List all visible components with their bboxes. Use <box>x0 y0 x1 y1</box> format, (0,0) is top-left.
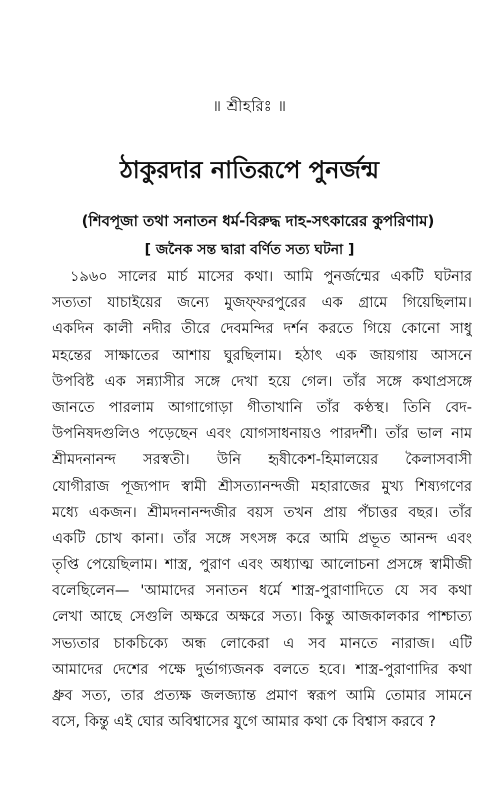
invocation-heading: ॥ শ্রীহরিঃ ॥ <box>212 97 287 115</box>
text-line: যোগীরাজ পূজ্যপাদ স্বামী শ্রীসত্যানন্দজী মহারাজের মুখ্য শিষ্যগণের <box>52 478 472 495</box>
text-line: ধ্রুব সত্য, তার প্রত্যক্ষ জলজ্যান্ত প্রমাণ স্বরূপ আমি তোমার সামনে <box>52 688 472 704</box>
text-line: লেখা আছে সেগুলি অক্ষরে অক্ষরে সত্য। কিন্তু আজকালকার পাশ্চাত্য <box>52 609 472 626</box>
text-line: সভ্যতার চাকচিক্যে অন্ধ লোকেরা এ সব মানতে নারাজ। এটি <box>52 635 472 652</box>
text-line: তৃপ্তি পেয়েছিলাম। শাস্ত্র, পুরাণ এবং অধ্যাত্ম আলোচনা প্রসঙ্গে স্বামীজী <box>52 557 472 574</box>
text-line: বলেছিলেন— 'আমাদের সনাতন ধর্মে শাস্ত্র-পুরাণাদিতে যে সব কথা <box>52 583 472 600</box>
chapter-title: ঠাকুরদার নাতিরূপে পুনর্জন্ম <box>119 156 380 184</box>
text-line: মধ্যে একজন। শ্রীমদনানন্দজীর বয়স তখন প্রায় পঁচাত্তর বছর। তাঁর <box>52 504 472 521</box>
text-line: মহন্তের সাক্ষাতের আশায় ঘুরছিলাম। হঠাৎ এক জায়গায় আসনে <box>52 347 472 364</box>
text-line: উপবিষ্ট এক সন্ন্যাসীর সঙ্গে দেখা হয়ে গেল। তাঁর সঙ্গে কথাপ্রসঙ্গে <box>52 373 472 390</box>
chapter-subtitle: (শিবপূজা তথা সনাতন ধর্ম-বিরুদ্ধ দাহ-সৎকারের কুপরিণাম) <box>81 212 435 230</box>
source-note: [ জনৈক সন্ত দ্বারা বর্ণিত সত্য ঘটনা ] <box>144 242 355 258</box>
text-line: একটি চোখ কানা। তাঁর সঙ্গে সৎসঙ্গ করে আমি প্রভূত আনন্দ এবং <box>52 530 472 547</box>
text-line: বসে, কিন্তু এই ঘোর অবিশ্বাসের যুগে আমার কথা কে বিশ্বাস করবে ? <box>52 714 436 731</box>
text-line: সত্যতা যাচাইয়ের জন্যে মুজফ্‌ফরপুরের এক গ্রামে গিয়েছিলাম। <box>52 295 472 312</box>
body-paragraph <box>52 264 472 735</box>
text-line: একদিন কালী নদীর তীরে দেবমন্দির দর্শন করতে গিয়ে কোনো সাধু <box>52 321 472 338</box>
text-line: জানতে পারলাম আগাগোড়া গীতাখানি তাঁর কণ্ঠস্থ। তিনি বেদ- <box>52 399 472 416</box>
text-line: শ্রীমদনানন্দ সরস্বতী। উনি হৃষীকেশ-হিমালয়ের কৈলাসবাসী <box>52 452 472 469</box>
text-line: উপনিষদগুলিও পড়েছেন এবং যোগসাধনায়ও পারদর্শী। তাঁর ভাল নাম <box>52 426 472 443</box>
text-line: ১৯৬০ সালের মার্চ মাসের কথা। আমি পুনর্জন্মের একটি ঘটনার <box>70 269 472 285</box>
text-line: আমাদের দেশের পক্ষে দুর্ভাগ্যজনক বলতে হবে। শাস্ত্র-পুরাণাদির কথা <box>52 661 472 678</box>
